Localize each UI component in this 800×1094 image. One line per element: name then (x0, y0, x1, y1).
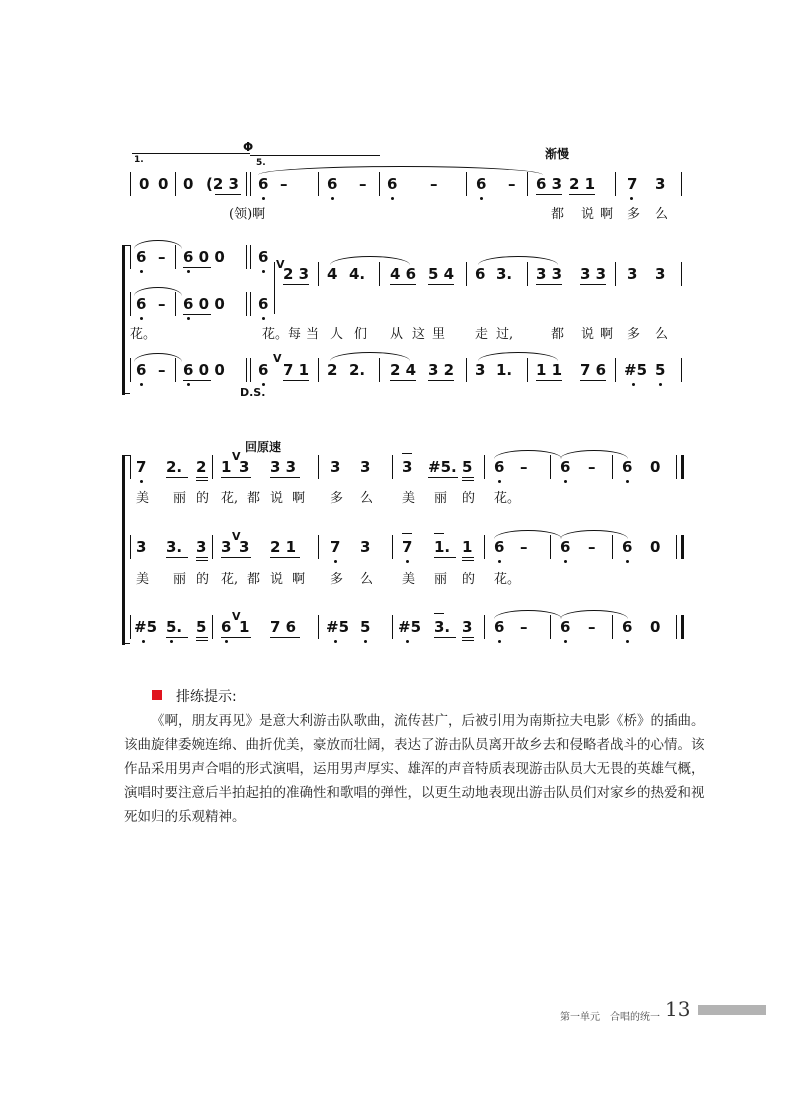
lyric: 都 (247, 491, 261, 506)
coda-sign: Φ (243, 140, 254, 154)
lyric: 花。 (494, 572, 521, 587)
note: 7 (136, 458, 147, 476)
lyric: 人 (330, 327, 344, 342)
note: 0 (650, 538, 661, 556)
note: 2. (349, 361, 366, 379)
note: (2 3 (206, 175, 239, 193)
note: 6 (475, 265, 486, 283)
note: 3 (196, 538, 207, 556)
lyric: 美 (136, 572, 150, 587)
lyric: 的 (196, 572, 210, 587)
lyric: (领)啊 (229, 207, 266, 222)
note: 3 (627, 265, 638, 283)
note: – (588, 458, 596, 476)
note: – (588, 618, 596, 636)
lyric: 多 (330, 572, 344, 587)
note: – (430, 175, 438, 193)
note: 7 (627, 175, 638, 193)
note: 7 (330, 538, 341, 556)
note: 5 (360, 618, 371, 636)
note: 3 (136, 538, 147, 556)
note: 2 (327, 361, 338, 379)
note: 5. (166, 618, 183, 636)
tips-heading: 排练提示: (176, 689, 237, 705)
lyric: 说 (581, 207, 595, 222)
note: 6 3 (536, 175, 563, 193)
tempo-mark-rit: 渐慢 (545, 147, 570, 161)
lyric: 多 (330, 491, 344, 506)
note: – (520, 618, 528, 636)
note: 5 (462, 458, 473, 476)
note: – (359, 175, 367, 193)
choir-bracket-2 (122, 455, 125, 645)
lyric: 这 (412, 327, 426, 342)
lyric: 都 (551, 327, 565, 342)
note: 6 (221, 618, 232, 636)
note: 2 1 (569, 175, 596, 193)
note: 4 6 (390, 265, 417, 283)
lyric: 美 (136, 491, 150, 506)
lyric: 丽 (173, 572, 187, 587)
note: – (588, 538, 596, 556)
note: 6 (622, 458, 633, 476)
note: 6 (560, 538, 571, 556)
note: 3 (475, 361, 486, 379)
note: 1 (221, 458, 232, 476)
lyric: 都 (247, 572, 261, 587)
note: 6 0 0 (183, 248, 225, 266)
note: 5 (196, 618, 207, 636)
lyric: 啊 (292, 491, 306, 506)
note: 5 4 (428, 265, 455, 283)
note: 3 (239, 458, 250, 476)
note: – (520, 538, 528, 556)
lyric: 花, (221, 572, 239, 587)
lyric: 过, (496, 327, 514, 342)
note: 6 (258, 295, 269, 313)
note: 6 (560, 458, 571, 476)
volta-1-line (132, 153, 250, 154)
note: #5 (398, 618, 422, 636)
footer-bar (698, 1005, 766, 1015)
note: 7 1 (283, 361, 310, 379)
note: 3. (496, 265, 513, 283)
volta-2-mark: 5. (256, 158, 266, 168)
volta-2-line (250, 155, 380, 156)
note: 2 3 (283, 265, 310, 283)
tips-bullet-square (152, 690, 162, 700)
lyric: 美 (402, 572, 416, 587)
note: – (158, 361, 166, 379)
note: #5 (624, 361, 648, 379)
note: 6 (560, 618, 571, 636)
lyric: 说 (270, 491, 284, 506)
note: 5 (655, 361, 666, 379)
note: 6 (136, 248, 147, 266)
note: 1. (434, 538, 451, 556)
note: #5. (428, 458, 457, 476)
note: 4 (327, 265, 338, 283)
note: 0 (139, 175, 150, 193)
note: 6 (387, 175, 398, 193)
lyric: 花。 (130, 327, 157, 342)
note: 3 2 (428, 361, 455, 379)
lyric: 么 (655, 207, 669, 222)
note: 3 (360, 538, 371, 556)
note: 3 (239, 538, 250, 556)
note: 3 3 (580, 265, 607, 283)
lyric: 的 (462, 572, 476, 587)
lyric: 的 (462, 491, 476, 506)
note: 6 (258, 248, 269, 266)
lyric: 里 (432, 327, 446, 342)
note: 0 (650, 458, 661, 476)
lyric: 丽 (434, 491, 448, 506)
note: 2 (196, 458, 207, 476)
lyric: 么 (360, 491, 374, 506)
note: 3 (360, 458, 371, 476)
lyric: 花。每 (262, 327, 302, 342)
lyric: 说 (581, 327, 595, 342)
note: 7 6 (580, 361, 607, 379)
lyric: 啊 (292, 572, 306, 587)
lyric: 丽 (173, 491, 187, 506)
note: – (158, 248, 166, 266)
note: 2. (166, 458, 183, 476)
lyric: 丽 (434, 572, 448, 587)
note: 7 6 (270, 618, 297, 636)
note: 6 (622, 618, 633, 636)
note: 3 (221, 538, 232, 556)
note: 6 (476, 175, 487, 193)
lyric: 当 (306, 327, 320, 342)
lyric: 多 (627, 327, 641, 342)
note: #5 (134, 618, 158, 636)
note: #5 (326, 618, 350, 636)
note: 1. (496, 361, 513, 379)
note: 4. (349, 265, 366, 283)
note: 7 (402, 538, 413, 556)
note: 6 (258, 175, 269, 193)
lyric: 美 (402, 491, 416, 506)
note: 1 (462, 538, 473, 556)
note: 3 3 (536, 265, 563, 283)
note: 3 (402, 458, 413, 476)
lyric: 走 (475, 327, 489, 342)
note: 0 (183, 175, 194, 193)
note: 6 (494, 618, 505, 636)
tempo-mark-a-tempo: 回原速 (245, 440, 282, 454)
note: – (158, 295, 166, 313)
lyric: 多 (627, 207, 641, 222)
note: 3 3 (270, 458, 297, 476)
lyric: 都 (551, 207, 565, 222)
note: 3 (330, 458, 341, 476)
lyric: 的 (196, 491, 210, 506)
note: 3 (655, 175, 666, 193)
lyric: 啊 (600, 327, 614, 342)
note: 6 (136, 295, 147, 313)
page-number: 13 (665, 997, 691, 1021)
lyric: 花。 (494, 491, 521, 506)
lyric: 花, (221, 491, 239, 506)
note: 3 (462, 618, 473, 636)
note: 2 1 (270, 538, 297, 556)
note: 0 (158, 175, 169, 193)
note: – (520, 458, 528, 476)
note: 3. (434, 618, 451, 636)
note: 6 (258, 361, 269, 379)
note: 6 (136, 361, 147, 379)
tips-body: 《啊，朋友再见》是意大利游击队歌曲，流传甚广，后被引用为南斯拉夫电影《桥》的插曲。该曲旋律委婉连绵、曲折优美，豪放而壮阔，表达了游击队员离开故乡去和侵略者战斗的心情。该作品采用男声合唱的形式演唱，运用男声厚实、雄浑的声音特质表现游击队员大无畏的英雄气概，演唱时要注意后半拍起拍的准确性和歌唱的弹性，以更生动地表现出游击队员们对家乡的热爱和视死如归的乐观精神。 (124, 713, 705, 825)
lyric: 从 (390, 327, 404, 342)
lyric: 么 (360, 572, 374, 587)
note: 0 (650, 618, 661, 636)
volta-1-mark: 1. (134, 155, 144, 165)
note: 1 1 (536, 361, 563, 379)
note: 2 4 (390, 361, 417, 379)
note: 6 (622, 538, 633, 556)
chapter-label: 第一单元 合唱的统一 (560, 1012, 660, 1023)
note: 6 (327, 175, 338, 193)
lyric: 们 (354, 327, 368, 342)
lyric: 啊 (600, 207, 614, 222)
note: 3 (655, 265, 666, 283)
note: 6 0 0 (183, 361, 225, 379)
lyric: 么 (655, 327, 669, 342)
note: 3. (166, 538, 183, 556)
note: 6 (494, 538, 505, 556)
note: – (280, 175, 288, 193)
note: – (508, 175, 516, 193)
lyric: 说 (270, 572, 284, 587)
choir-bracket (122, 245, 125, 395)
dal-segno-mark: D.S. (240, 386, 266, 399)
note: 6 0 0 (183, 295, 225, 313)
note: 6 (494, 458, 505, 476)
note: 1 (239, 618, 250, 636)
